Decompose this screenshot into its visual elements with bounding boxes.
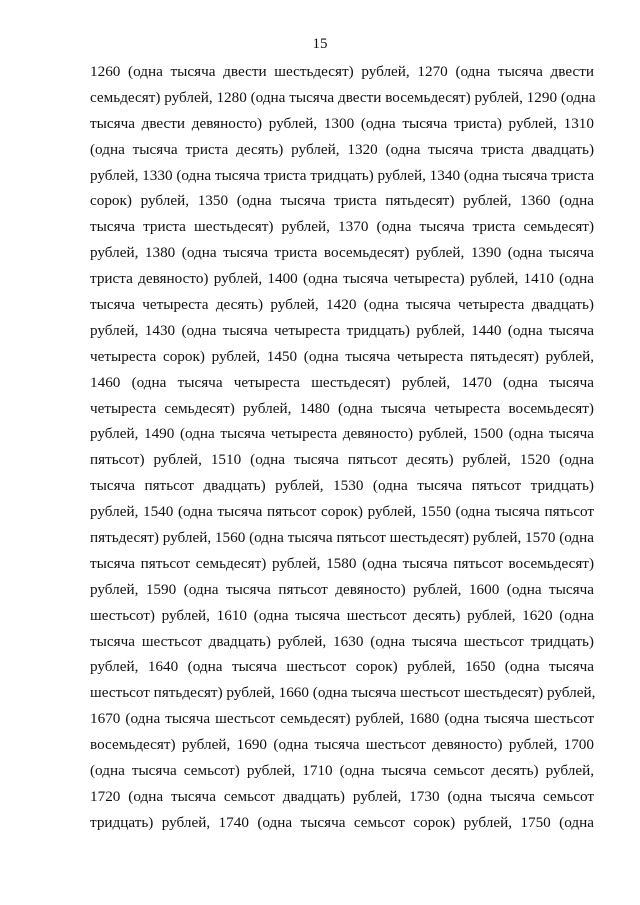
page-number: 15 bbox=[312, 36, 328, 52]
text-line: тысяча четыреста десять) рублей, 1420 (одна тысяча четыреста двадцать) bbox=[90, 296, 594, 314]
text-line: рублей, 1540 (одна тысяча пятьсот сорок) рублей, 1550 (одна тысяча пятьсот bbox=[90, 503, 594, 521]
text-line: четыреста сорок) рублей, 1450 (одна тысяча четыреста пятьдесят) рублей, bbox=[90, 347, 594, 365]
text-line: тысяча пятьсот двадцать) рублей, 1530 (одна тысяча пятьсот тридцать) bbox=[90, 477, 594, 495]
text-line: 1670 (одна тысяча шестьсот семьдесят) рублей, 1680 (одна тысяча шестьсот bbox=[90, 710, 594, 728]
text-line: пятьсот) рублей, 1510 (одна тысяча пятьсот десять) рублей, 1520 (одна bbox=[90, 451, 594, 469]
text-line: тысяча триста шестьдесят) рублей, 1370 (одна тысяча триста семьдесят) bbox=[90, 218, 594, 236]
text-line: (одна тысяча триста десять) рублей, 1320 (одна тысяча триста двадцать) bbox=[90, 140, 594, 158]
text-line: восемьдесят) рублей, 1690 (одна тысяча шестьсот девяносто) рублей, 1700 bbox=[90, 736, 594, 754]
body-text bbox=[90, 62, 594, 839]
text-line: рублей, 1490 (одна тысяча четыреста девяносто) рублей, 1500 (одна тысяча bbox=[90, 425, 594, 443]
text-line: тысяча пятьсот семьдесят) рублей, 1580 (одна тысяча пятьсот восемьдесят) bbox=[90, 554, 594, 572]
text-line: 1460 (одна тысяча четыреста шестьдесят) рублей, 1470 (одна тысяча bbox=[90, 373, 594, 391]
text-line: шестьсот) рублей, 1610 (одна тысяча шестьсот десять) рублей, 1620 (одна bbox=[90, 606, 594, 624]
text-line: 1260 (одна тысяча двести шестьдесят) рублей, 1270 (одна тысяча двести bbox=[90, 63, 594, 80]
text-line: рублей, 1380 (одна тысяча триста восемьдесят) рублей, 1390 (одна тысяча bbox=[90, 244, 594, 262]
text-line: пятьдесят) рублей, 1560 (одна тысяча пятьсот шестьдесят) рублей, 1570 (одна bbox=[90, 529, 595, 547]
text-line: рублей, 1430 (одна тысяча четыреста тридцать) рублей, 1440 (одна тысяча bbox=[90, 321, 594, 339]
text-line: рублей, 1640 (одна тысяча шестьсот сорок) рублей, 1650 (одна тысяча bbox=[90, 658, 594, 676]
text-line: 1720 (одна тысяча семьсот двадцать) рублей, 1730 (одна тысяча семьсот bbox=[90, 787, 594, 805]
text-line: тридцать) рублей, 1740 (одна тысяча семьсот сорок) рублей, 1750 (одна bbox=[90, 813, 594, 831]
text-line: четыреста семьдесят) рублей, 1480 (одна тысяча четыреста восемьдесят) bbox=[90, 399, 594, 417]
text-line: триста девяносто) рублей, 1400 (одна тысяча четыреста) рублей, 1410 (одна bbox=[90, 270, 594, 288]
text-line: рублей, 1330 (одна тысяча триста тридцать) рублей, 1340 (одна тысяча триста bbox=[90, 166, 595, 184]
text-line: семьдесят) рублей, 1280 (одна тысяча двести восемьдесят) рублей, 1290 (одна bbox=[90, 88, 596, 106]
text-line: тысяча двести девяносто) рублей, 1300 (одна тысяча триста) рублей, 1310 bbox=[90, 114, 594, 132]
text-line: тысяча шестьсот двадцать) рублей, 1630 (одна тысяча шестьсот тридцать) bbox=[90, 632, 594, 650]
text-line: рублей, 1590 (одна тысяча пятьсот девяносто) рублей, 1600 (одна тысяча bbox=[90, 580, 594, 598]
text-line: (одна тысяча семьсот) рублей, 1710 (одна тысяча семьсот десять) рублей, bbox=[90, 762, 594, 780]
text-line: шестьсот пятьдесят) рублей, 1660 (одна тысяча шестьсот шестьдесят) рублей, bbox=[90, 684, 596, 702]
text-line: сорок) рублей, 1350 (одна тысяча триста пятьдесят) рублей, 1360 (одна bbox=[90, 192, 594, 210]
